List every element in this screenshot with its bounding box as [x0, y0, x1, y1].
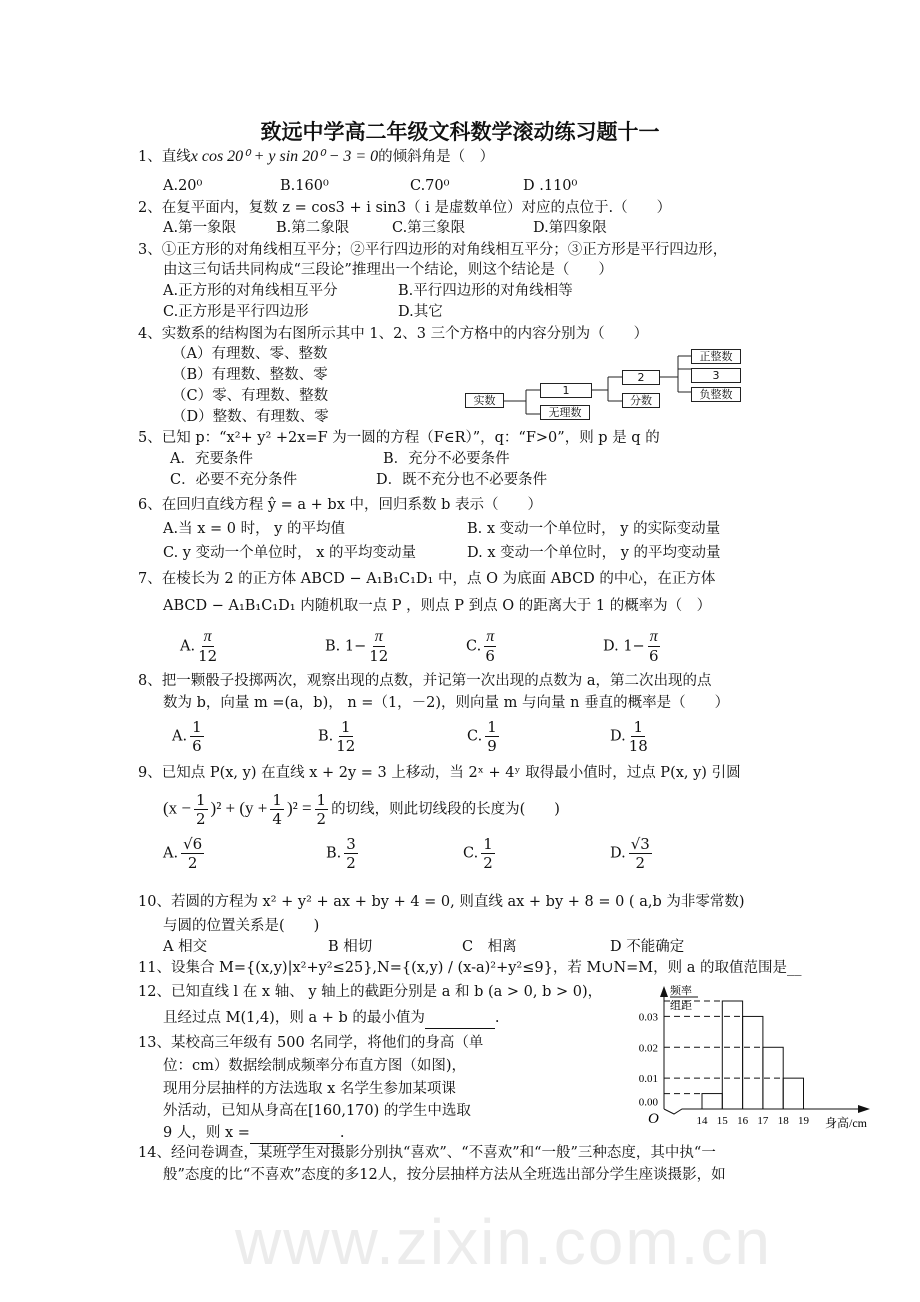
q3-opt-c: C.正方形是平行四边形 — [163, 304, 309, 320]
q10-line1: 10、若圆的方程为 x² + y² + ax + by + 4 = 0, 则直线 ax + by + 8 = 0 ( a,b 为非零常数) — [138, 894, 745, 910]
q7-opt-c: C. $\frac{\pi}{6}$ — [466, 628, 495, 665]
q4-opt-c: （C）零、有理数、整数 — [172, 388, 329, 404]
q13-line5: 9 人，则 x = . — [163, 1123, 345, 1144]
diagram-box-3: 3 — [691, 368, 741, 383]
q7-opt-d: D. 1− $\frac{\pi}{6}$ — [603, 628, 659, 665]
diagram-box-1: 1 — [540, 383, 592, 398]
diagram-box-positive-int: 正整数 — [691, 349, 741, 364]
q6-opt-b: B. x 变动一个单位时， y 的实际变动量 — [467, 521, 721, 537]
origin-label: O — [648, 1111, 659, 1127]
q2-opt-b: B.第二象限 — [276, 220, 350, 236]
q9-opt-a: A. $\frac{√6}{2}$ — [163, 835, 203, 872]
q2-opt-d: D.第四象限 — [533, 220, 607, 236]
q2-stem: 2、在复平面内，复数 z = cos3 + i sin3（ i 是虚数单位）对应的点位于.（ ） — [138, 200, 672, 216]
y-axis-label-num: 频率 — [670, 985, 692, 997]
x-axis-label: 身高/cm — [825, 1116, 867, 1130]
q11-stem: 11、设集合 M={(x,y)|x²+y²≤25},N={(x,y) / (x-a)²+y²≤9}，若 M∪N=M，则 a 的取值范围是__ — [138, 960, 802, 976]
height-histogram — [620, 985, 880, 1135]
q6-opt-d: D. x 变动一个单位时， y 的平均变动量 — [467, 545, 721, 561]
q6-stem: 6、在回归直线方程 ŷ = a + bx 中，回归系数 b 表示（ ） — [138, 497, 542, 513]
diagram-box-2: 2 — [622, 370, 660, 385]
q12-answer-blank[interactable] — [425, 1008, 495, 1029]
q8-opt-a: A. $\frac{1}{6}$ — [172, 718, 202, 755]
y-tick-label: 0.02 — [638, 1042, 658, 1055]
q9-line2: (x − $\frac{1}{2}$ )² + (y + $\frac{1}{4}$ )² = $\frac{1}{2}$ 的切线，则此切线段的长度为( ) — [163, 791, 560, 828]
q13-line3: 现用分层抽样的方法选取 x 名学生参加某项课 — [163, 1081, 456, 1097]
watermark: www.zixin.com.cn — [235, 1206, 772, 1278]
q8-opt-b: B. $\frac{1}{12}$ — [318, 718, 356, 755]
q1-opt-b: B.160⁰ — [280, 178, 329, 194]
q6-opt-c: C. y 变动一个单位时， x 的平均变动量 — [163, 545, 416, 561]
q13-line1: 13、某校高三年级有 500 名同学，将他们的身高（单 — [138, 1035, 484, 1051]
q10-opt-a: A 相交 — [163, 939, 208, 955]
q13-line2: 位：cm）数据绘制成频率分布直方图（如图)， — [163, 1058, 467, 1074]
q7-opt-a: A. $\frac{\pi}{12}$ — [180, 628, 218, 665]
q13-line4: 外活动，已知从身高在[160,170) 的学生中选取 — [163, 1103, 471, 1119]
q5-opt-b: B．充分不必要条件 — [383, 451, 510, 467]
diagram-box-negative-int: 负整数 — [691, 387, 741, 402]
diagram-box-fraction: 分数 — [622, 393, 660, 408]
x-axis — [664, 1109, 860, 1114]
x-axis-arrow — [858, 1105, 870, 1113]
q4-opt-d: （D）整数、有理数、零 — [172, 409, 329, 425]
q3-opt-a: A.正方形的对角线相互平分 — [163, 283, 338, 299]
q5-opt-d: D．既不充分也不必要条件 — [376, 472, 548, 488]
q1-opt-a: A.20⁰ — [163, 178, 203, 194]
x-tick-label: 18 — [777, 1115, 789, 1127]
x-tick-label: 16 — [737, 1115, 749, 1127]
x-tick-label: 14 — [696, 1115, 708, 1127]
q3-line2: 由这三句话共同构成“三段论”推理出一个结论，则这个结论是（ ） — [163, 262, 613, 278]
y-tick-label: 0.00 — [638, 1096, 658, 1109]
q4-opt-a: （A）有理数、零、整数 — [172, 346, 328, 362]
q7-opt-b: B. 1− $\frac{\pi}{12}$ — [325, 628, 389, 665]
q6-opt-a: A.当 x = 0 时， y 的平均值 — [163, 521, 345, 537]
y-tick-label: 0.03 — [638, 1011, 658, 1024]
q1-opt-d: D .110⁰ — [523, 178, 578, 194]
histogram-bar — [783, 1078, 803, 1109]
q10-opt-b: B 相切 — [328, 939, 373, 955]
q3-opt-d: D.其它 — [398, 304, 443, 320]
q2-opt-a: A.第一象限 — [163, 220, 237, 236]
q8-line2: 数为 b，向量 m =(a，b)， n =（1，－2)，则向量 m 与向量 n 垂直的概率是（ ） — [163, 695, 730, 711]
q3-opt-b: B.平行四边形的对角线相等 — [398, 283, 573, 299]
q8-opt-d: D. $\frac{1}{18}$ — [610, 718, 648, 755]
y-axis-arrow — [660, 986, 668, 997]
q14-line1: 14、经问卷调查，某班学生对摄影分别执“喜欢”、“不喜欢”和“一般”三种态度，其中执“一 — [138, 1145, 716, 1161]
diagram-box-real: 实数 — [465, 393, 504, 408]
histogram-bar — [743, 1016, 763, 1109]
q10-opt-c: C 相离 — [462, 939, 517, 955]
y-tick-label: 0.01 — [638, 1073, 658, 1086]
x-tick-label: 19 — [798, 1115, 809, 1127]
diagram-box-irrational: 无理数 — [540, 405, 590, 420]
q5-opt-c: C．必要不充分条件 — [170, 472, 298, 488]
q13-answer-blank[interactable] — [250, 1123, 340, 1144]
q1-opt-c: C.70⁰ — [410, 178, 450, 194]
q5-opt-a: A．充要条件 — [170, 451, 253, 467]
q10-opt-d: D 不能确定 — [610, 939, 685, 955]
x-tick-label: 17 — [757, 1115, 769, 1127]
q9-opt-c: C. $\frac{1}{2}$ — [463, 835, 493, 872]
histogram-bar — [702, 1094, 722, 1109]
x-tick-label: 15 — [716, 1115, 728, 1127]
q7-line1: 7、在棱长为 2 的正方体 ABCD − A₁B₁C₁D₁ 中，点 O 为底面 ABCD 的中心，在正方体 — [138, 571, 716, 587]
histogram-bar — [722, 1001, 742, 1109]
q2-opt-c: C.第三象限 — [392, 220, 466, 236]
q5-stem: 5、已知 p：“x²+ y² +2x=F 为一圆的方程（F∈R）”，q：“F>0”，则 p 是 q 的 — [138, 430, 660, 446]
q9-opt-d: D. $\frac{√3}{2}$ — [610, 835, 650, 872]
y-axis-label-den: 组距 — [670, 1000, 692, 1012]
q9-line1: 9、已知点 P(x, y) 在直线 x + 2y = 3 上移动，当 2ˣ + 4ʸ 取得最小值时，过点 P(x, y) 引圆 — [138, 765, 741, 781]
q9-opt-b: B. $\frac{3}{2}$ — [326, 835, 356, 872]
q12-line1: 12、已知直线 l 在 x 轴、 y 轴上的截距分别是 a 和 b (a > 0, b > 0)， — [138, 984, 603, 1000]
q1-stem: 1、直线x cos 20⁰ + y sin 20⁰ − 3 = 0的倾斜角是（ ） — [138, 148, 495, 165]
q10-line2: 与圆的位置关系是( ) — [163, 918, 320, 934]
q4-stem: 4、实数系的结构图为右图所示其中 1、2、3 三个方格中的内容分别为（ ） — [138, 326, 649, 342]
q7-line2: ABCD − A₁B₁C₁D₁ 内随机取一点 P ，则点 P 到点 O 的距离大于 1 的概率为（ ） — [163, 598, 712, 614]
q3-line1: 3、①正方形的对角线相互平分；②平行四边形的对角线相互平分；③正方形是平行四边形， — [138, 242, 728, 258]
q8-line1: 8、把一颗骰子投掷两次，观察出现的点数，并记第一次出现的点数为 a，第二次出现的点 — [138, 673, 712, 689]
q8-opt-c: C. $\frac{1}{9}$ — [467, 718, 497, 755]
q14-line2: 般”态度的比“不喜欢”态度的多12人，按分层抽样方法从全班选出部分学生座谈摄影，如 — [163, 1167, 726, 1183]
page-title: 致远中学高二年级文科数学滚动练习题十一 — [260, 120, 660, 144]
q12-line2: 且经过点 M(1,4)，则 a + b 的最小值为 . — [163, 1008, 499, 1029]
q4-opt-b: （B）有理数、整数、零 — [172, 367, 328, 383]
